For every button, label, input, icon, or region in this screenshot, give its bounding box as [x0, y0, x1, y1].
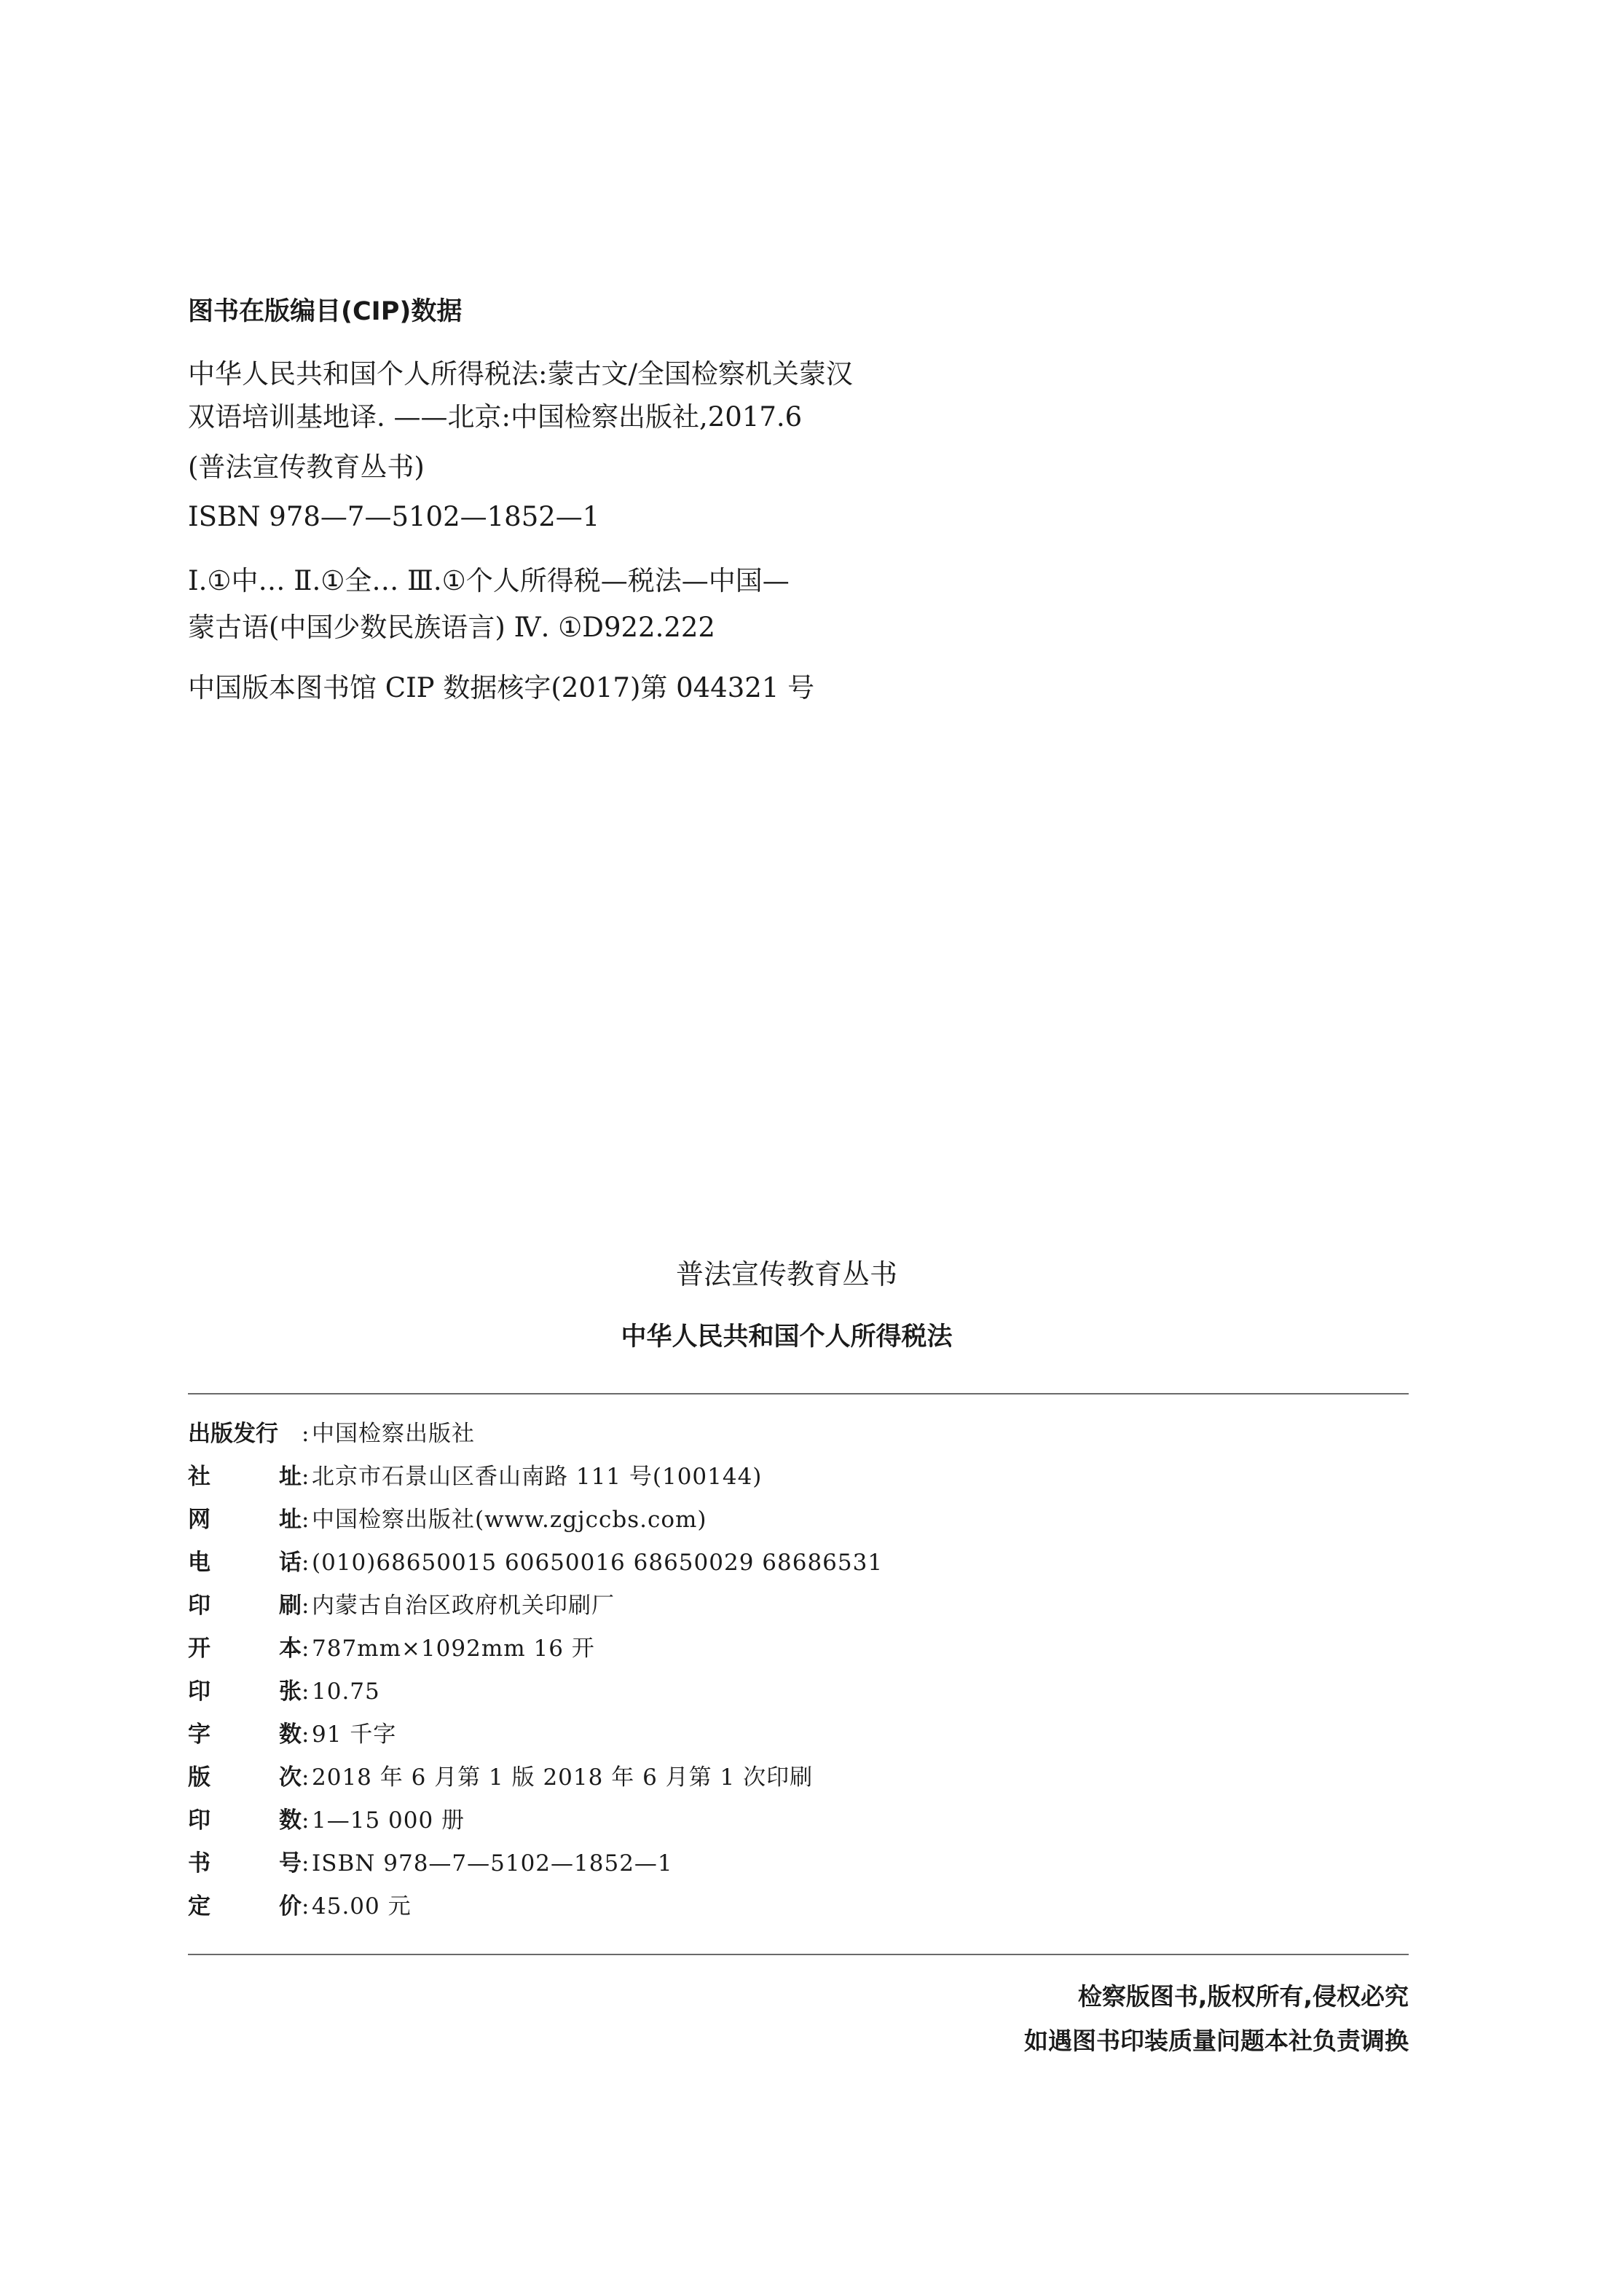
- imprint-label: [188, 1502, 302, 1538]
- divider-bottom: [188, 1954, 1409, 1955]
- imprint-colon: :: [302, 1593, 310, 1619]
- imprint-colon: :: [302, 1807, 310, 1834]
- imprint-label: [188, 1459, 302, 1495]
- cip-title-line: 中华人民共和国个人所得税法:蒙古文/全国检察机关蒙汉: [188, 358, 853, 390]
- imprint-colon: :: [302, 1764, 310, 1791]
- imprint-label: [188, 1545, 302, 1581]
- imprint-row: [188, 1716, 396, 1753]
- cip-classification-line-2: 蒙古语(中国少数民族语言) Ⅳ. ①D922.222: [188, 612, 715, 643]
- imprint-value: 内蒙古自治区政府机关印刷厂: [312, 1593, 615, 1619]
- imprint-value: 1—15 000 册: [312, 1807, 465, 1834]
- imprint-value: 北京市石景山区香山南路 111 号(100144): [312, 1464, 763, 1490]
- imprint-label-char: 电: [188, 1550, 211, 1576]
- imprint-label-text: 出版发行: [188, 1421, 278, 1447]
- imprint-row: [188, 1802, 465, 1839]
- imprint-label: [188, 1845, 302, 1882]
- imprint-label: [188, 1630, 302, 1667]
- imprint-colon: :: [302, 1678, 310, 1705]
- imprint-colon: :: [302, 1464, 310, 1490]
- imprint-row: [188, 1502, 707, 1538]
- imprint-colon: :: [302, 1850, 310, 1877]
- imprint-row: [188, 1888, 412, 1925]
- imprint-label: [188, 1673, 302, 1710]
- imprint-value: ISBN 978—7—5102—1852—1: [312, 1850, 673, 1877]
- imprint-value: 中国检察出版社(www.zgjccbs.com): [312, 1507, 707, 1533]
- imprint-value: 中国检察出版社: [312, 1421, 475, 1447]
- cip-classification-line: Ⅰ.①中… Ⅱ.①全… Ⅲ.①个人所得税—税法—中国—: [188, 565, 790, 596]
- imprint-label-char: 号: [279, 1850, 302, 1877]
- imprint-colon: :: [302, 1721, 310, 1748]
- imprint-label-char: 定: [188, 1893, 211, 1920]
- imprint-colon: :: [302, 1550, 310, 1576]
- imprint-label-char: 次: [279, 1764, 302, 1791]
- imprint-label-char: 印: [188, 1593, 211, 1619]
- imprint-colon: :: [302, 1507, 310, 1533]
- book-title: 中华人民共和国个人所得税法: [621, 1322, 953, 1352]
- imprint-label-char: 网: [188, 1507, 211, 1533]
- cip-isbn-line: ISBN 978—7—5102—1852—1: [188, 501, 600, 532]
- imprint-colon: :: [302, 1636, 310, 1662]
- imprint-row: [188, 1673, 380, 1710]
- imprint-label-char: 张: [279, 1678, 302, 1705]
- imprint-row: [188, 1459, 762, 1495]
- imprint-label-char: 字: [188, 1721, 211, 1748]
- imprint-label: [188, 1587, 302, 1624]
- imprint-value: 91 千字: [312, 1721, 397, 1748]
- series-name: 普法宣传教育丛书: [675, 1258, 897, 1290]
- divider-top: [188, 1393, 1409, 1394]
- imprint-label-char: 书: [188, 1850, 211, 1877]
- imprint-label-char: 址: [279, 1464, 302, 1490]
- cip-heading: 图书在版编目(CIP)数据: [188, 297, 463, 326]
- imprint-colon: :: [302, 1421, 310, 1447]
- imprint-label: [188, 1759, 302, 1796]
- imprint-row: [188, 1416, 475, 1452]
- copyright-notice: 检察版图书,版权所有,侵权必究: [1077, 1982, 1409, 2011]
- quality-notice: 如遇图书印装质量问题本社负责调换: [1024, 2027, 1409, 2055]
- imprint-label-char: 址: [279, 1507, 302, 1533]
- imprint-label: [188, 1716, 302, 1753]
- imprint-label: [188, 1802, 302, 1839]
- imprint-value: 787mm×1092mm 16 开: [312, 1636, 595, 1662]
- cip-translator-publisher-line: 双语培训基地译. ——北京:中国检察出版社,2017.6: [188, 401, 803, 433]
- imprint-row: [188, 1845, 673, 1882]
- imprint-label-char: 数: [279, 1807, 302, 1834]
- imprint-label-char: 社: [188, 1464, 211, 1490]
- imprint-label: [188, 1416, 302, 1452]
- imprint-value: 45.00 元: [312, 1893, 412, 1920]
- imprint-row: [188, 1759, 813, 1796]
- imprint-value: 10.75: [312, 1678, 380, 1705]
- cip-series-line: (普法宣传教育丛书): [188, 451, 425, 483]
- cip-record-number: 中国版本图书馆 CIP 数据核字(2017)第 044321 号: [188, 672, 815, 703]
- imprint-value: 2018 年 6 月第 1 版 2018 年 6 月第 1 次印刷: [312, 1764, 814, 1791]
- imprint-label-char: 印: [188, 1807, 211, 1834]
- imprint-row: [188, 1630, 595, 1667]
- imprint-label-char: 版: [188, 1764, 211, 1791]
- imprint-label-char: 印: [188, 1678, 211, 1705]
- imprint-label-char: 数: [279, 1721, 302, 1748]
- imprint-colon: :: [302, 1893, 310, 1920]
- imprint-label-char: 话: [279, 1550, 302, 1576]
- imprint-value: (010)68650015 60650016 68650029 68686531: [312, 1550, 884, 1576]
- imprint-row: [188, 1587, 615, 1624]
- imprint-row: [188, 1545, 883, 1581]
- imprint-label-char: 刷: [279, 1593, 302, 1619]
- imprint-label-char: 本: [279, 1636, 302, 1662]
- imprint-label-char: 价: [279, 1893, 302, 1920]
- imprint-label: [188, 1888, 302, 1925]
- imprint-label-char: 开: [188, 1636, 211, 1662]
